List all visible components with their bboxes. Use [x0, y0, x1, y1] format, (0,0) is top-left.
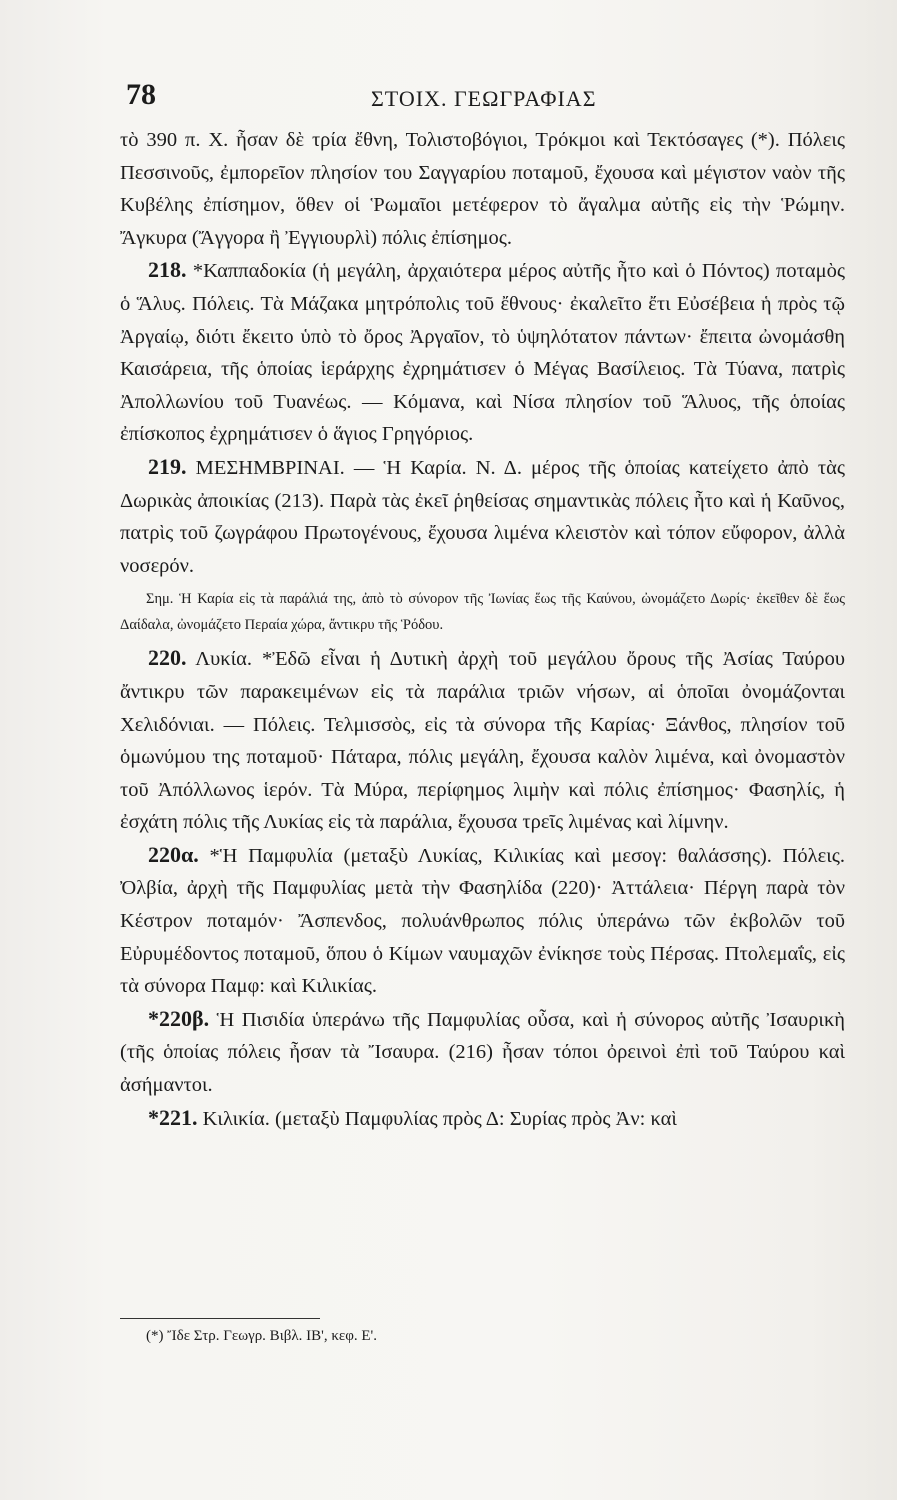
- paragraph-218: 218. *Καππαδοκία (ἡ μεγάλη, ἀρχαιότερα μέρος αὐτῆς ἦτο καὶ ὁ Πόντος) ποταμὸς ὁ Ἅλυς. Πόλεις. Τὰ Μάζακα μητρόπολις τοῦ ἔθνους· ἐκαλεῖτο ἔτι Εὐσέβεια ἡ πρὸς τῷ Ἀργαίῳ, διότι ἔκειτο ὑπὸ τὸ ὄρος Ἀργαῖον, τὸ ὑψηλότατον πάντων· ἔπειτα ὠνομάσθη Καισάρεια, τῆς ὁποίας ἱεράρχης ἐχρημάτισεν ὁ Μέγας Βασίλειος. Τὰ Τύανα, πατρὶς Ἀπολλωνίου τοῦ Τυανέως. — Κόμανα, καὶ Νίσα πλησίον τοῦ Ἅλυος, τῆς ὁποίας ἐπίσκοπος ἐχρημάτισεν ὁ ἅγιος Γρηγόριος.: [120, 257, 845, 446]
- paragraph-219: 219. ΜΕΣΗΜΒΡΙΝΑΙ. — Ἡ Καρία. Ν. Δ. μέρος τῆς ὁποίας κατείχετο ἀπὸ τὰς Δωρικὰς ἀποικίας (213). Παρὰ τὰς ἐκεῖ ῥηθείσας σημαντικὰς πόλεις ἦτο καὶ ἡ Καῦνος, πατρὶς τοῦ ζωγράφου Πρωτογένους, ἔχουσα λιμένα κλειστὸν καὶ τόπον εὔφορον, ἀλλὰ νοσερόν.: [120, 453, 845, 577]
- footnote-divider: [120, 1318, 320, 1319]
- section-number: *221.: [148, 1104, 198, 1130]
- paragraph-220b: *220β. Ἡ Πισιδία ὑπεράνω τῆς Παμφυλίας οὖσα, καὶ ἡ σύνορος αὐτῆς Ἰσαυρικὴ (τῆς ὁποίας πόλεις ἦσαν τὰ Ἴσαυρα. (216) ἦσαν τόποι ὀρεινοὶ ἐπὶ τοῦ Ταύρου καὶ ἀσήμαντοι.: [120, 1005, 845, 1097]
- paragraph-220: 220. Λυκία. *Ἐδῶ εἶναι ἡ Δυτικὴ ἀρχὴ τοῦ μεγάλου ὄρους τῆς Ἀσίας Ταύρου ἄντικρυ τῶν παρακειμένων εἰς τὰ παράλια τριῶν νήσων, αἱ ὁποῖαι ὀνομάζονται Χελιδόνιαι. — Πόλεις. Τελμισσὸς, εἰς τὰ σύνορα τῆς Καρίας· Ξάνθος, πλησίον τοῦ ὁμωνύμου της ποταμοῦ· Πάταρα, πόλις μεγάλη, ἔχουσα καλὸν λιμένα, καὶ ὀνομαστὸν τοῦ Ἀπόλλωνος ἱερόν. Τὰ Μύρα, περίφημος λιμὴν καὶ πόλις ἐπίσημος· Φασηλίς, ἡ ἐσχάτη πόλις τῆς Λυκίας εἰς τὰ παράλια, ἔχουσα τρεῖς λιμένας καὶ λίμνην.: [120, 645, 845, 834]
- section-number: 218.: [148, 257, 187, 283]
- section-number: 220.: [148, 645, 187, 671]
- paragraph-221: *221. Κιλικία. (μεταξὺ Παμφυλίας πρὸς Δ: Συρίας πρὸς Ἀν: καὶ: [148, 1104, 677, 1130]
- section-number: 219.: [148, 453, 187, 479]
- footnote: (*) Ἴδε Στρ. Γεωγρ. Βιβλ. ΙΒ', κεφ. Ε'.: [146, 1328, 377, 1344]
- note-paragraph: Σημ. Ἡ Καρία εἰς τὰ παράλιά της, ἀπὸ τὸ σύνορον τῆς Ἰωνίας ἕως τῆς Καύνου, ὠνομάζετο Δωρίς· ἐκεῖθεν δὲ ἕως Δαίδαλα, ὠνομάζετο Περαία χώρα, ἄντικρυ τῆς Ῥόδου.: [120, 591, 845, 634]
- body-text: [120, 124, 845, 1135]
- page-number: 78: [126, 78, 156, 111]
- page-header: [126, 78, 841, 118]
- paragraph-220a: 220α. *Ἡ Παμφυλία (μεταξὺ Λυκίας, Κιλικίας καὶ μεσογ: θαλάσσης). Πόλεις. Ὀλβία, ἀρχὴ τῆς Παμφυλίας μετὰ τὴν Φασηλίδα (220)· Ἀττάλεια· Πέργη παρὰ τὸν Κέστρον ποταμόν· Ἄσπενδος, πολυάνθρωπος πόλις ὑπεράνω τῶν ἐκβολῶν τοῦ Εὐρυμέδοντος ποταμοῦ, ὅπου ὁ Κίμων ναυμαχῶν ἐνίκησε τοὺς Πέρσας. Πτολεμαΐς, εἰς τὰ σύνορα Παμφ: καὶ Κιλικίας.: [120, 841, 845, 998]
- paragraph-galatia: τὸ 390 π. Χ. ἦσαν δὲ τρία ἔθνη, Τολιστοβόγιοι, Τρόκμοι καὶ Τεκτόσαγες (*). Πόλεις Πεσσινοῦς, ἐμπορεῖον πλησίον του Σαγγαρίου ποταμοῦ, ἔχουσα καὶ μέγιστον ναὸν τῆς Κυβέλης ἐπίσημον, ὅθεν οἱ Ῥωμαῖοι μετέφερον τὸ ἄγαλμα αὐτῆς εἰς τὴν Ῥώμην. Ἄγκυρα (Ἄγγορα ἢ Ἐγγιουρλὶ) πόλις ἐπίσημος.: [120, 129, 845, 249]
- running-title: ΣΤΟΙΧ. ΓΕΩΓΡΑΦΙΑΣ: [371, 86, 597, 111]
- section-number: *220β.: [148, 1005, 210, 1031]
- section-number: 220α.: [148, 841, 199, 867]
